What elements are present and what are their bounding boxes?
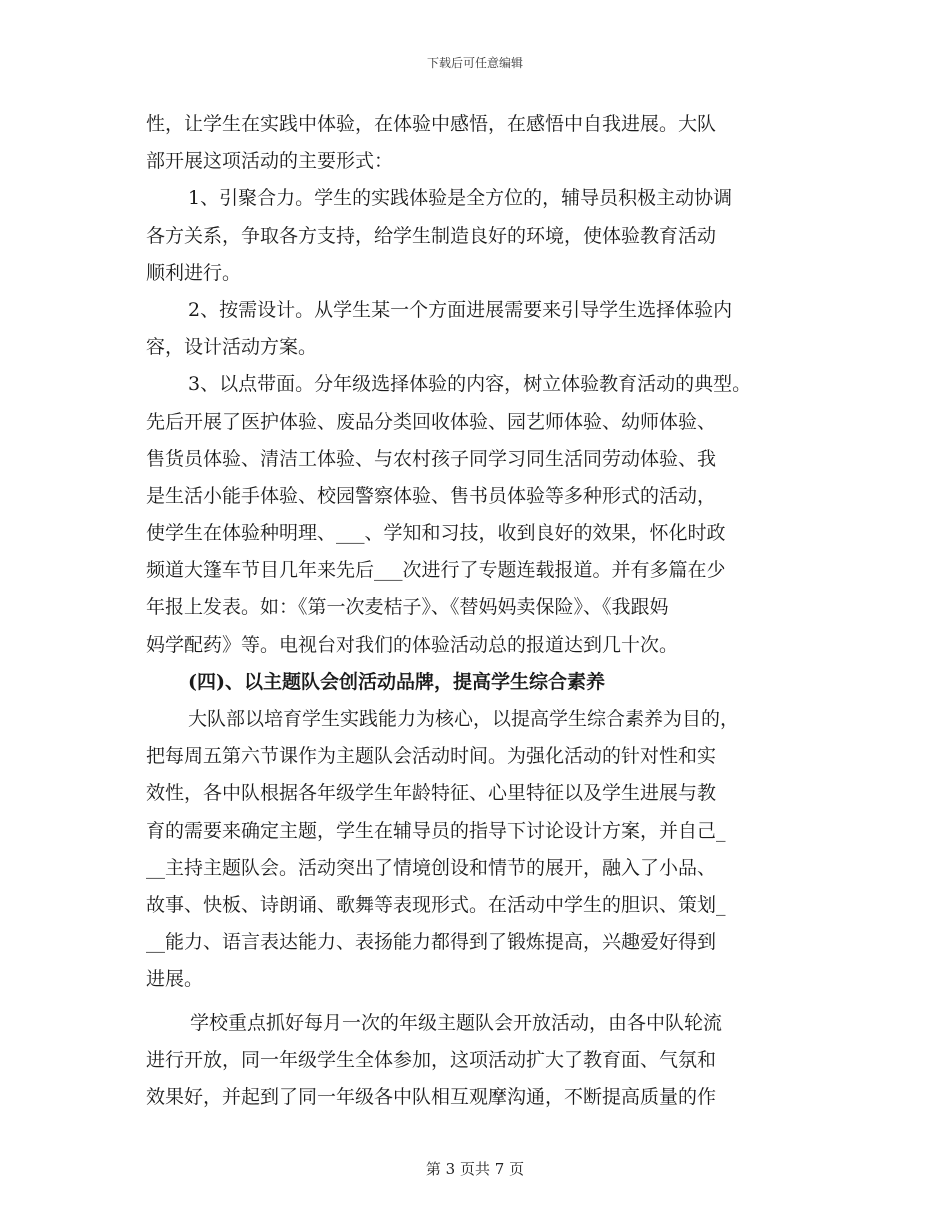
paragraph-line: 进行开放，同一年级学生全体参加，这项活动扩大了教育面、气氛和: [146, 1048, 717, 1071]
paragraph-line: 进展。: [146, 968, 204, 991]
paragraph-line: 频道大篷车节目几年来先后___次进行了专题连载报道。并有多篇在少: [146, 559, 726, 582]
paragraph-line: __能力、语言表达能力、表扬能力都得到了锻炼提高，兴趣爱好得到: [146, 931, 717, 954]
paragraph-line: 顺利进行。: [146, 261, 242, 284]
paragraph-line: 使学生在体验种明理、___、学知和习技，收到良好的效果，怀化时政: [146, 522, 726, 545]
paragraph-line: 性，让学生在实践中体验，在体验中感悟，在感悟中自我进展。大队: [146, 113, 717, 135]
document-body: [146, 106, 816, 1116]
paragraph-line: 妈学配药》等。电视台对我们的体验活动总的报道达到几十次。: [146, 633, 679, 656]
paragraph-line: 大队部以培育学生实践能力为核心，以提高学生综合素养为目的，: [188, 708, 740, 730]
paragraph-line: 效性，各中队根据各年级学生年龄特征、心里特征以及学生进展与教: [146, 782, 717, 805]
list-item-line: 3、以点带面。分年级选择体验的内容，树立体验教育活动的典型。: [188, 373, 752, 396]
list-item-line: 2、按需设计。从学生某一个方面进展需要来引导学生选择体验内: [188, 298, 733, 321]
paragraph-line: 故事、快板、诗朗诵、歌舞等表现形式。在活动中学生的胆识、策划_: [146, 893, 726, 916]
page-number: 第 3 页共 7 页: [425, 1160, 525, 1178]
paragraph-line: 容，设计活动方案。: [146, 336, 318, 359]
section-heading: (四)、以主题队会创活动品牌，提高学生综合素养: [188, 670, 605, 693]
paragraph-line: 把每周五第六节课作为主题队会活动时间。为强化活动的针对性和实: [146, 745, 717, 768]
paragraph-line: 学校重点抓好每月一次的年级主题队会开放活动，由各中队轮流: [190, 1011, 723, 1034]
page-header: 下载后可任意编辑: [426, 56, 523, 70]
paragraph-line: __主持主题队会。活动突出了情境创设和情节的展开，融入了小品、: [146, 856, 717, 879]
paragraph-line: 各方关系，争取各方支持，给学生制造良好的环境，使体验教育活动: [146, 224, 717, 247]
paragraph-line: 部开展这项活动的主要形式：: [146, 150, 394, 173]
paragraph-line: 是生活小能手体验、校园警察体验、售书员体验等多种形式的活动，: [146, 484, 717, 507]
paragraph-line: 效果好，并起到了同一年级各中队相互观摩沟通，不断提高质量的作: [146, 1085, 717, 1108]
paragraph-line: 育的需要来确定主题，学生在辅导员的指导下讨论设计方案，并自己_: [146, 819, 726, 842]
paragraph-line: 年报上发表。如：《第一次麦桔子》、《替妈妈卖保险》、《我跟妈: [146, 596, 669, 619]
paragraph-line: 售货员体验、清洁工体验、与农村孩子同学习同生活同劳动体验、我: [146, 447, 717, 470]
paragraph-line: 先后开展了医护体验、废品分类回收体验、园艺师体验、幼师体验、: [146, 410, 717, 433]
list-item-line: 1、引聚合力。学生的实践体验是全方位的，辅导员积极主动协调: [188, 187, 733, 210]
